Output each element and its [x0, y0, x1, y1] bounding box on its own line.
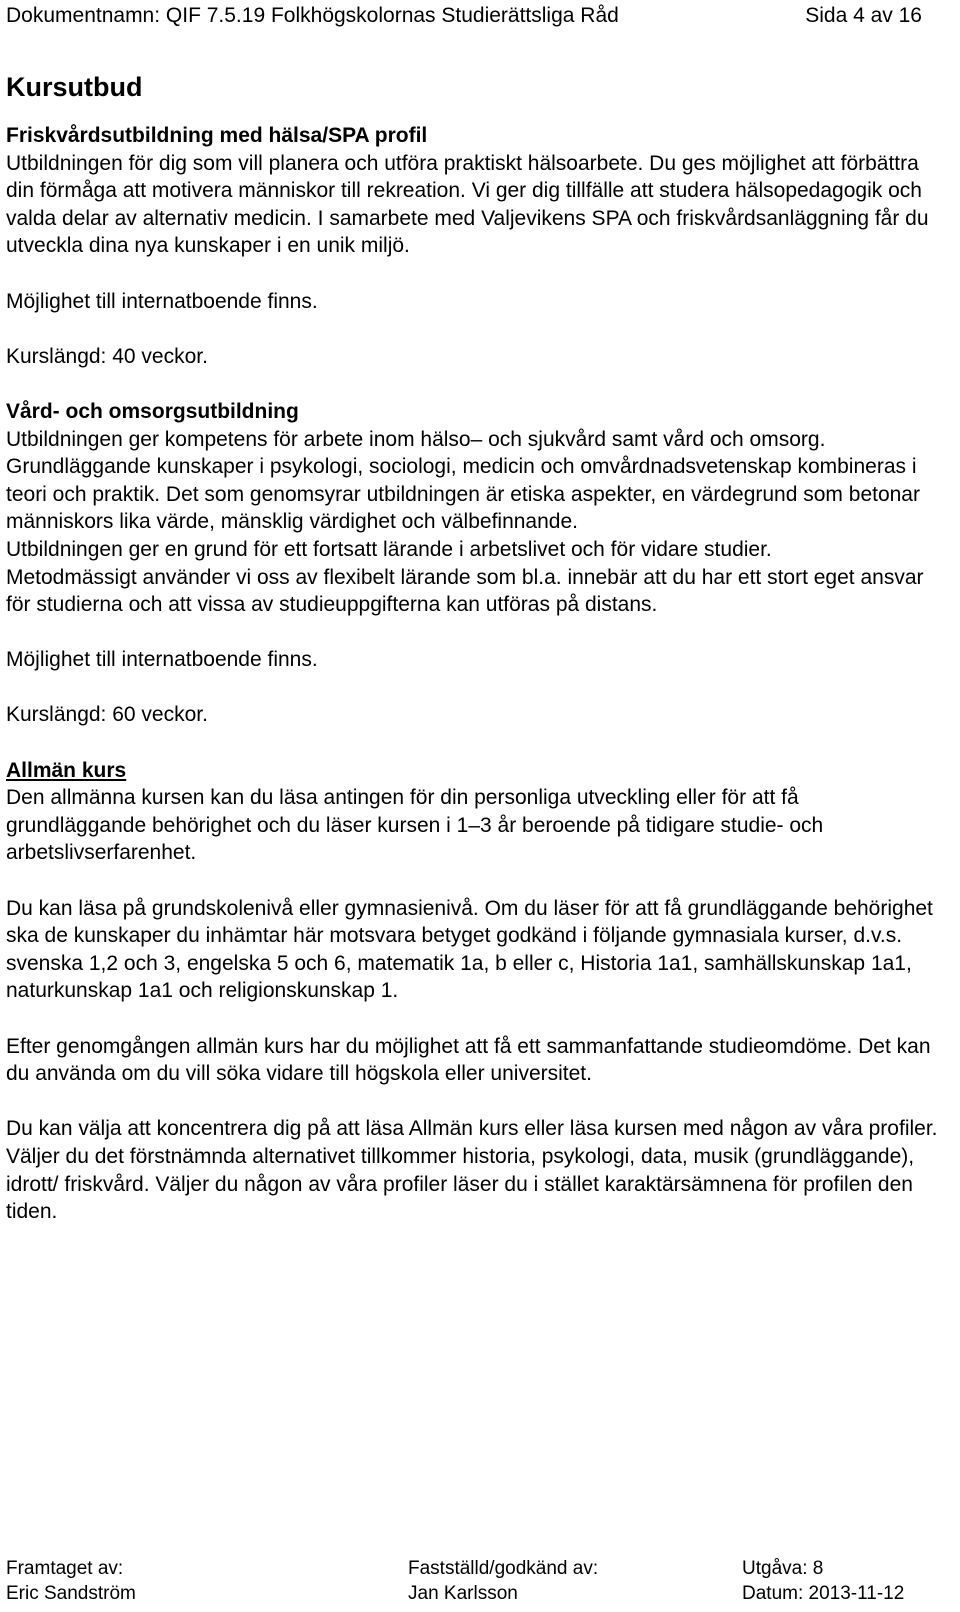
paragraph: Metodmässigt använder vi oss av flexibelt lärande som bl.a. innebär att du har ett stort eget ansvar för studierna och att vissa av studieuppgifterna kan utföras på distans. — [6, 565, 924, 617]
section-vard-omsorg — [6, 398, 938, 729]
edition-label: Utgåva: 8 — [742, 1558, 824, 1579]
section-heading: Allmän kurs — [6, 758, 127, 782]
date-label: Datum: 2013-11-12 — [742, 1583, 905, 1604]
document-body — [6, 70, 938, 1226]
paragraph: Möjlighet till internatboende finns. — [6, 648, 318, 672]
section-heading: Vård- och omsorgsutbildning — [6, 399, 299, 423]
footer-edition — [742, 1556, 904, 1606]
section-friskvard — [6, 122, 938, 370]
paragraph: Utbildningen ger kompetens för arbete inom hälso– och sjukvård samt vård och omsorg. — [6, 427, 826, 451]
paragraph: Du kan välja att koncentrera dig på att läsa Allmän kurs eller läsa kursen med någon av våra profiler. Väljer du det förstnämnda alternativet tillkommer historia, psykologi, data, musik (grundläggande), idrott/ friskvård. Väljer du någon av våra profiler läser du i stället karaktärsämnena för profilen den tiden. — [6, 1117, 938, 1224]
section-heading: Friskvårdsutbildning med hälsa/SPA profil — [6, 124, 428, 147]
paragraph: Du kan läsa på grundskolenivå eller gymnasienivå. Om du läser för att få grundläggande behörighet ska de kunskaper du inhämtar här motsvara betyget godkänd i följande gymnasiala kurser, d.v.s. svenska 1,2 och 3, engelska 5 och 6, matematik 1a, b eller c, Historia 1a1, samhällskunskap 1a1, naturkunskap 1a1 och religionskunskap 1. — [6, 896, 933, 1003]
page-title: Kursutbud — [6, 72, 143, 102]
approved-label: Fastställd/godkänd av: — [408, 1558, 599, 1579]
paragraph: Utbildningen ger en grund för ett fortsatt lärande i arbetslivet och för vidare studier. — [6, 537, 772, 561]
approved-name: Jan Karlsson — [408, 1583, 518, 1604]
document-name: Dokumentnamn: QIF 7.5.19 Folkhögskolornas Studierättsliga Råd — [6, 4, 619, 27]
paragraph: Utbildningen för dig som vill planera och utföra praktiskt hälsoarbete. Du ges möjlighet att förbättra din förmåga att motivera människor till rekreation. Vi ger dig tillfälle att studera hälsopedagogik och valda delar av alternativ medicin. I samarbete med Valjevikens SPA och friskvårdsanläggning får du utveckla dina nya kunskaper i en unik miljö. — [6, 151, 929, 258]
section-allman-kurs — [6, 757, 938, 1226]
paragraph: Kurslängd: 40 veckor. — [6, 344, 208, 368]
paragraph: Möjlighet till internatboende finns. — [6, 289, 318, 313]
paragraph: Grundläggande kunskaper i psykologi, sociologi, medicin och omvårdnadsvetenskap kombineras i teori och praktik. Det som genomsyrar utbildningen är etiska aspekter, en värdegrund som betonar människors lika värde, mänsklig värdighet och välbefinnande. — [6, 455, 920, 534]
footer-created — [6, 1556, 136, 1606]
paragraph: Den allmänna kursen kan du läsa antingen för din personliga utveckling eller för att få grundläggande behörighet och du läser kursen i 1–3 år beroende på tidigare studie- och arbetslivserfarenhet. — [6, 786, 824, 865]
paragraph: Kurslängd: 60 veckor. — [6, 703, 208, 727]
page-number: Sida 4 av 16 — [805, 4, 922, 27]
created-name: Eric Sandström — [6, 1583, 136, 1604]
created-label: Framtaget av: — [6, 1558, 124, 1579]
paragraph: Efter genomgången allmän kurs har du möjlighet att få ett sammanfattande studieomdöme. Det kan du använda om du vill söka vidare till högskola eller universitet. — [6, 1034, 931, 1086]
footer-approved — [408, 1556, 598, 1606]
page-header — [6, 4, 922, 28]
